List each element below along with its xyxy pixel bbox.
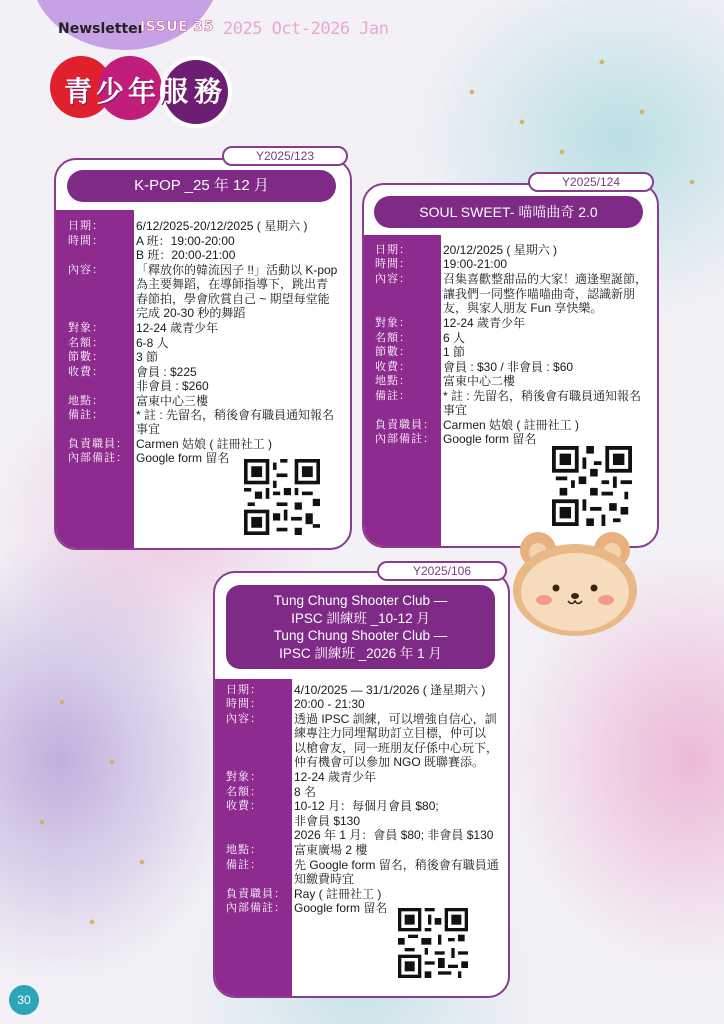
label-target: 對象： [68,321,104,334]
event-remarks-line: 事宜 [443,403,468,417]
label-quota: 名額： [226,785,262,798]
label-remarks: 備註： [375,389,411,402]
event-remarks-line: 知繳費時宜 [294,872,355,886]
event-fee-line: 會員 : $225 [136,365,197,379]
sparkle-decoration [469,89,474,94]
event-internal-note: Google form 留名 [136,451,230,465]
label-time: 時間： [226,697,262,710]
event-title-line: IPSC 訓練班 _2026 年 1 月 [279,645,442,661]
event-fee: 會員 : $30 / 非會員 : $60 [443,360,574,374]
label-date: 日期： [375,243,411,256]
issue-period: 2025 Oct-2026 Jan [223,19,389,39]
event-fee-line: 非會員 $130 [294,814,361,828]
label-venue: 地點： [226,843,262,856]
sparkle-decoration [109,759,114,764]
label-internal: 內部備註： [226,901,286,914]
section-title-char: 年 [128,75,157,108]
event-staff: Ray ( 註冊社工 ) [294,887,382,901]
event-title-line: Tung Chung Shooter Club — [273,593,448,608]
qr-code-icon[interactable] [398,908,468,978]
event-fee-line: 2026 年 1 月：會員 $80; 非會員 $130 [294,828,494,842]
event-venue: 富東中心三樓 [136,394,209,408]
event-title: K-POP _25 年 12 月 [67,170,336,202]
event-remarks-line: * 註 : 先留名，稍後會有職員通知報名 [136,408,335,422]
label-staff: 負責職員： [375,418,435,431]
qr-code-icon[interactable] [244,459,320,535]
event-target: 12-24 歲青少年 [136,321,219,335]
event-title: SOUL SWEET- 喵喵曲奇 2.0 [374,196,643,228]
label-venue: 地點： [68,394,104,407]
event-venue: 富東廣場 2 樓 [294,843,368,857]
page-number-badge: 30 [9,985,39,1015]
sparkle-decoration [89,919,94,924]
label-time: 時間： [375,257,411,270]
label-target: 對象： [226,770,262,783]
event-fee-line: 非會員 : $260 [136,379,209,393]
event-content-line: 召集喜歡整甜品的大家！適逢聖誕節， [443,272,648,286]
label-venue: 地點： [375,374,411,387]
sparkle-decoration [689,179,694,184]
event-remarks-line: 事宜 [136,422,161,436]
event-quota: 6 人 [443,331,466,345]
label-internal: 內部備註： [68,451,128,464]
event-time-line: A 班：19:00-20:00 [136,234,235,248]
event-content-line: 透過 IPSC 訓練，可以增強自信心，訓 [294,712,497,726]
event-title-block [226,585,495,669]
label-content: 內容： [226,712,262,725]
label-staff: 負責職員： [68,437,128,450]
label-remarks: 備註： [68,408,104,421]
label-sessions: 節數： [68,350,104,363]
event-content-line: 「釋放你的韓流因子 !!」活動以 K-pop [136,263,338,277]
label-fee: 收費： [226,799,262,812]
event-code-tab: Y2025/123 [222,146,348,166]
event-code-tab: Y2025/106 [377,561,507,581]
label-internal: 內部備註： [375,432,435,445]
event-date: 20/12/2025 ( 星期六 ) [443,243,558,257]
label-content: 內容： [68,263,104,276]
event-content-line: 春節拍，學會欣賞自己 ~ 期望每堂能 [136,292,330,306]
event-title-line: IPSC 訓練班 _10-12 月 [291,610,430,626]
event-target: 12-24 歲青少年 [443,316,526,330]
section-title-char: 服 [160,75,189,108]
event-staff: Carmen 姑娘 ( 註冊社工 ) [443,418,580,432]
event-time-line: B 班：20:00-21:00 [136,248,236,262]
label-fee: 收費： [68,365,104,378]
bear-cookie-icon [510,528,640,638]
issue-label: ISSUE 35 [140,19,215,35]
event-content-line: 讓我們一同整作喵喵曲奇，認識新朋 [443,287,636,301]
label-staff: 負責職員： [226,887,286,900]
event-sessions: 1 節 [443,345,466,359]
label-quota: 名額： [68,336,104,349]
label-content: 內容： [375,272,411,285]
section-title-char: 務 [194,75,223,108]
label-remarks: 備註： [226,858,262,871]
label-date: 日期： [226,683,262,696]
event-content-line: 練專注力同埋幫助訂立目標，仲可以 [294,726,487,740]
section-title-char: 少 [96,75,125,108]
event-time: 19:00-21:00 [443,257,508,271]
sparkle-decoration [139,859,144,864]
event-sessions: 3 節 [136,350,159,364]
event-internal-note: Google form 留名 [294,901,388,915]
event-content-line: 仲有機會可以參加 NGO 既聯賽添。 [294,755,485,769]
event-title-line: Tung Chung Shooter Club — [273,628,448,643]
label-time: 時間： [68,234,104,247]
sparkle-decoration [39,819,44,824]
card-side-label-column [215,679,292,998]
qr-code-icon[interactable] [552,446,632,526]
event-content-line: 為主要舞蹈，在導師指導下，跳出青 [136,277,329,291]
event-content-line: 完成 20-30 秒的舞蹈 [136,306,246,320]
sparkle-decoration [559,149,564,154]
sparkle-decoration [59,699,64,704]
event-quota: 6-8 人 [136,336,169,350]
event-venue: 富東中心二樓 [443,374,516,388]
event-time: 20:00 - 21:30 [294,697,365,711]
label-target: 對象： [375,316,411,329]
sparkle-decoration [599,59,604,64]
event-content-line: 以槍會友，同一班朋友仔係中心玩下， [294,741,499,755]
newsletter-label: Newsletter [58,21,145,37]
label-date: 日期： [68,219,104,232]
event-quota: 8 名 [294,785,317,799]
event-staff: Carmen 姑娘 ( 註冊社工 ) [136,437,273,451]
event-target: 12-24 歲青少年 [294,770,377,784]
event-code-tab: Y2025/124 [528,172,654,192]
event-fee-line: 10-12 月：每個月會員 $80; [294,799,439,813]
event-internal-note: Google form 留名 [443,432,537,446]
event-date: 4/10/2025 — 31/1/2026 ( 逢星期六 ) [294,683,486,697]
event-content-line: 友，與家人朋友 Fun 享快樂。 [443,301,603,315]
label-fee: 收費： [375,360,411,373]
card-side-label-column [56,210,134,550]
sparkle-decoration [519,119,524,124]
event-remarks-line: * 註 : 先留名，稍後會有職員通知報名 [443,389,642,403]
event-remarks-line: 先 Google form 留名，稍後會有職員通 [294,858,499,872]
sparkle-decoration [639,109,644,114]
label-quota: 名額： [375,331,411,344]
event-date: 6/12/2025-20/12/2025 ( 星期六 ) [136,219,308,233]
label-sessions: 節數： [375,345,411,358]
section-title-char: 青 [64,75,93,108]
